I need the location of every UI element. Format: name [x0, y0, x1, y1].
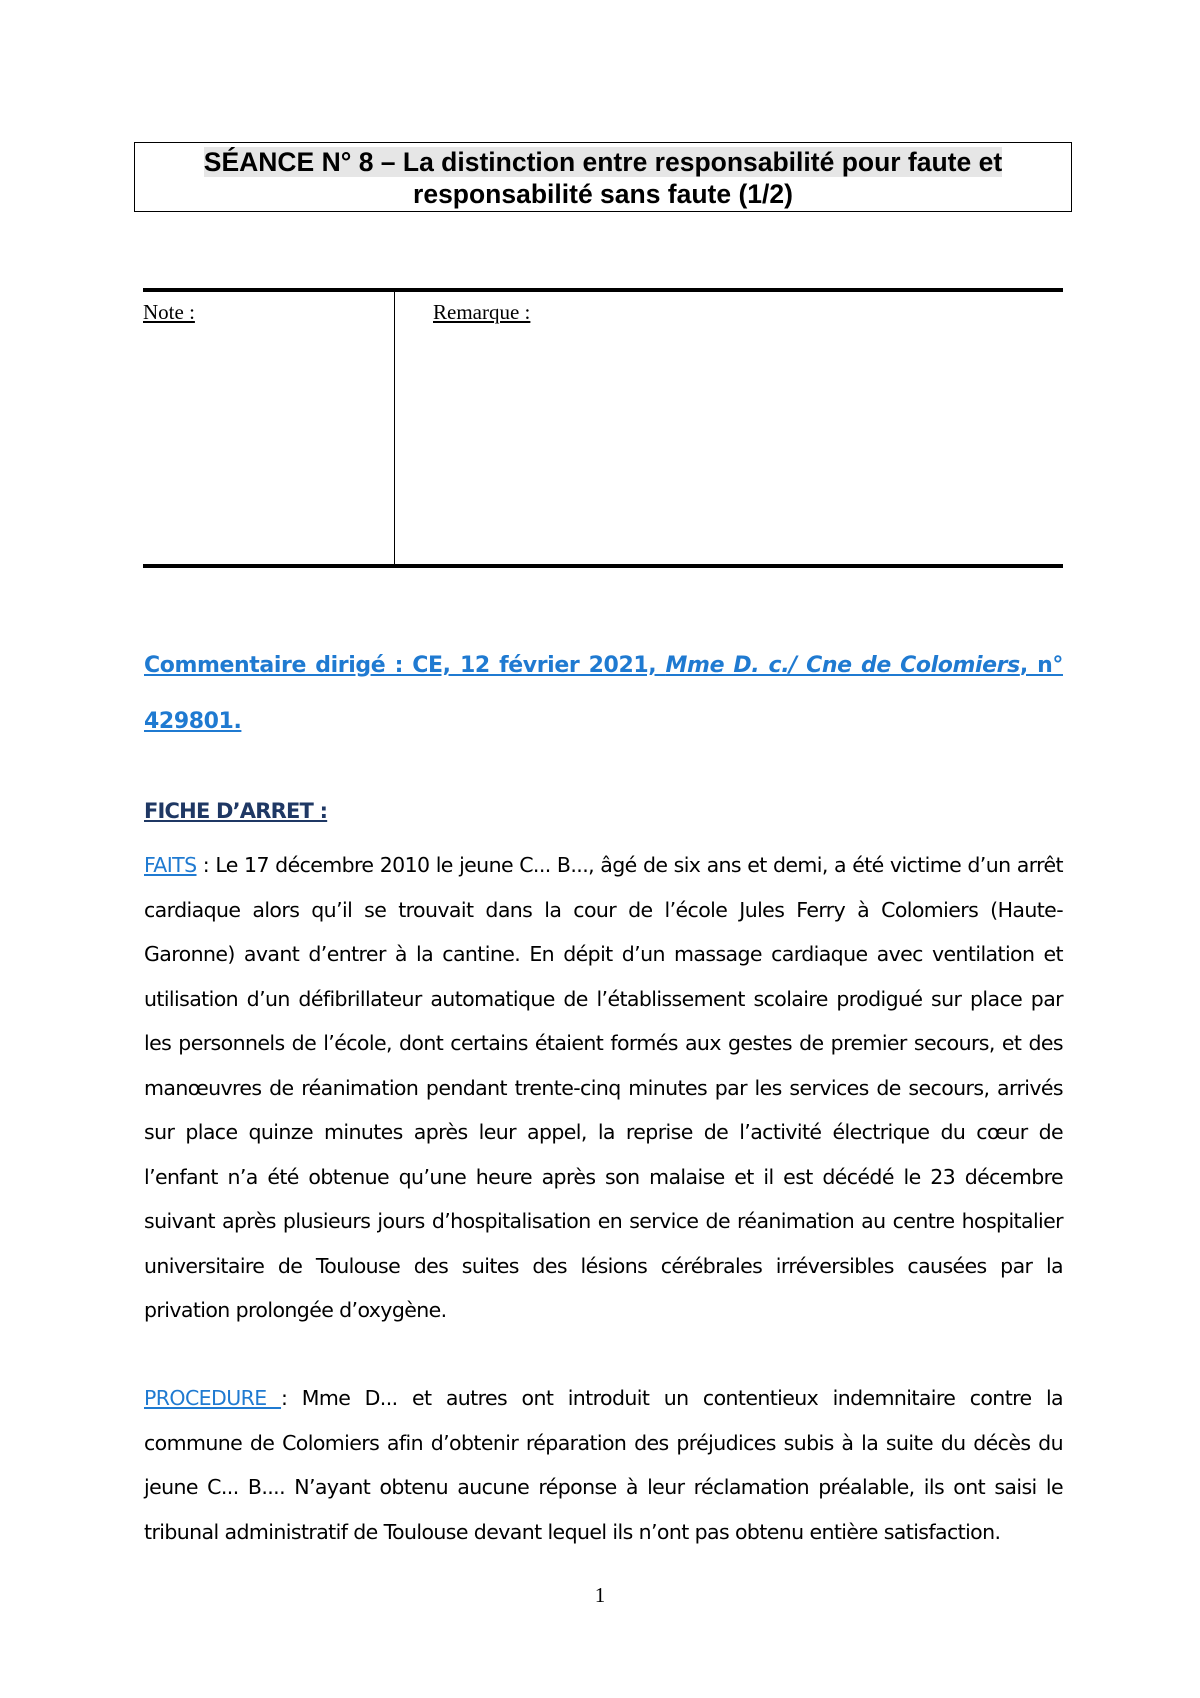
session-title-line1: SÉANCE N° 8 – La distinction entre responsabilité pour faute et	[203, 147, 1003, 177]
session-title-line2: responsabilité sans faute (1/2)	[413, 179, 793, 209]
fiche-arret-heading: FICHE D’ARRET :	[144, 799, 328, 823]
commentaire-prefix: Commentaire dirigé : CE, 12 février 2021,	[144, 653, 666, 678]
procedure-paragraph	[144, 1376, 1063, 1554]
faits-label: FAITS	[144, 853, 197, 877]
faits-text: : Le 17 décembre 2010 le jeune C... B..., âgé de six ans et demi, a été victime d’un arrêt cardiaque alors qu’il se trouvait dans la cour de l’école Jules Ferry à Colomiers (Haute-Garonne) avant d’entrer à la cantine. En dépit d’un massage cardiaque avec ventilation et utilisation d’un défibrillateur automatique de l’établissement scolaire prodigué sur place par les personnels de l’école, dont certains étaient formés aux gestes de premier secours, et des manœuvres de réanimation pendant trente-cinq minutes par les services de secours, arrivés sur place quinze minutes après leur appel, la reprise de l’activité électrique du cœur de l’enfant n’a été obtenue qu’une heure après son malaise et il est décédé le 23 décembre suivant après plusieurs jours d’hospitalisation en service de réanimation au centre hospitalier universitaire de Toulouse des suites des lésions cérébrales irréversibles causées par la privation prolongée d’oxygène.	[144, 853, 1063, 1322]
session-title-box	[134, 142, 1072, 212]
procedure-label: PROCEDURE	[144, 1386, 282, 1410]
commentaire-heading	[144, 638, 1063, 750]
note-label: Note :	[143, 300, 195, 324]
commentaire-suffix: , n° 429801.	[144, 653, 1063, 734]
faits-paragraph	[144, 843, 1063, 1333]
procedure-text: : Mme D... et autres ont introduit un contentieux indemnitaire contre la commune de Colomiers afin d’obtenir réparation des préjudices subis à la suite du décès du jeune C... B.... N’ayant obtenu aucune réponse à leur réclamation préalable, ils ont saisi le tribunal administratif de Toulouse devant lequel ils n’ont pas obtenu entière satisfaction.	[144, 1386, 1064, 1544]
grading-table	[143, 288, 1063, 568]
commentaire-parties: Mme D. c./ Cne de Colomiers	[665, 653, 1020, 678]
grading-table-divider	[394, 292, 395, 564]
page-number: 1	[594, 1583, 606, 1607]
remark-label: Remarque :	[433, 300, 531, 324]
